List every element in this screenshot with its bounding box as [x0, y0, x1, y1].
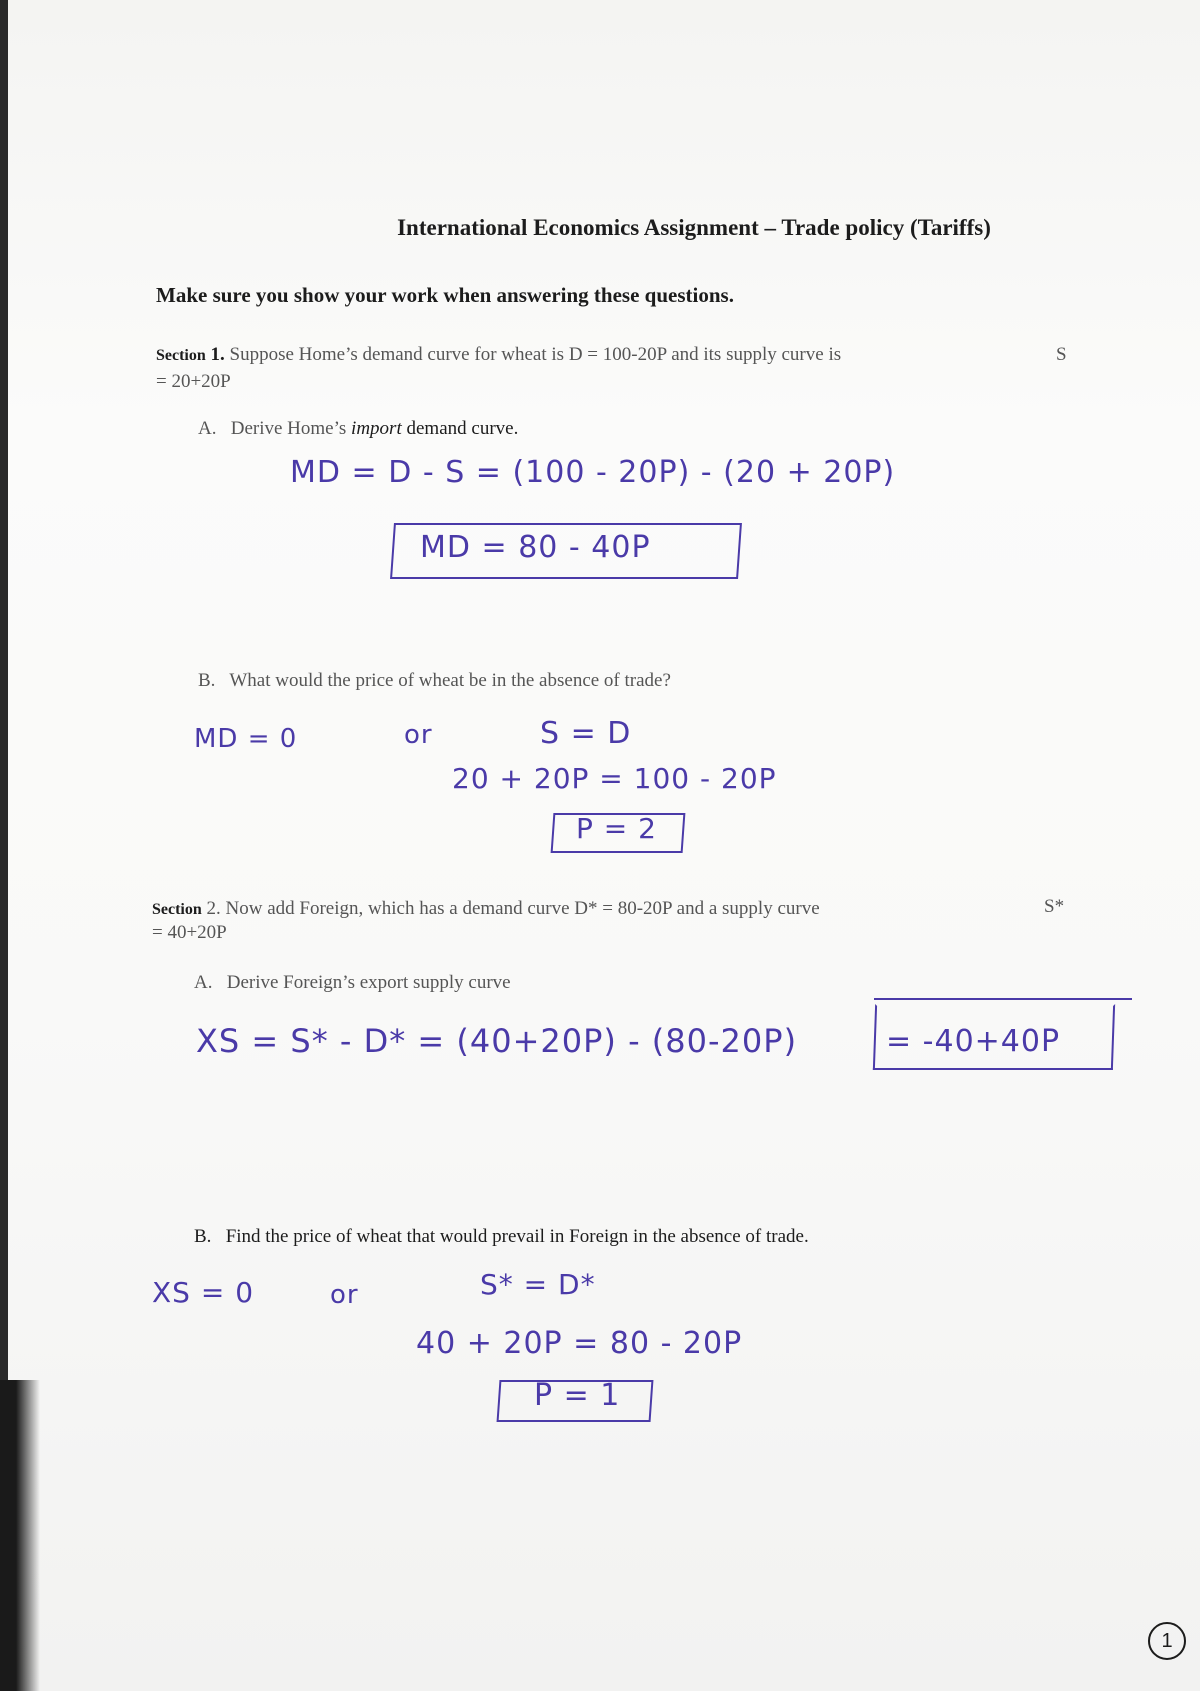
s2-partA-letter: A. — [194, 972, 213, 993]
section2-partA-work: XS = S* - D* = (40+20P) - (80-20P) — [196, 1022, 798, 1060]
section1-partA-answer: MD = 80 - 40P — [420, 530, 651, 565]
worksheet-page — [8, 0, 1200, 1691]
section2-line2: = 40+20P — [152, 922, 227, 943]
section2-partB-or: or — [330, 1280, 359, 1310]
section1-partB-or: or — [404, 720, 433, 750]
section2-number: 2. — [206, 898, 221, 919]
section1-line2: = 20+20P — [156, 371, 231, 392]
s2-partA-prompt: Derive Foreign’s export supply curve — [226, 972, 511, 993]
section2-partA-answer: = -40+40P — [886, 1024, 1061, 1059]
instruction-text: Make sure you show your work when answering these questions. — [156, 283, 734, 307]
section1-line1 — [156, 344, 841, 366]
section2-side-letter: S* — [1044, 896, 1065, 917]
section1-partA-prompt — [198, 418, 518, 440]
section2-partB-work-right: S* = D* — [480, 1268, 596, 1301]
partA-prompt-em: import — [351, 418, 402, 439]
section2-text: Now add Foreign, which has a demand curve D* = 80-20P and a supply curve — [225, 898, 820, 919]
section2-partB-work-line2: 40 + 20P = 80 - 20P — [416, 1326, 743, 1361]
section2-partB-answer: P = 1 — [534, 1378, 621, 1413]
section1-partA-work: MD = D - S = (100 - 20P) - (20 + 20P) — [290, 455, 896, 490]
section1-partB-work-line2: 20 + 20P = 100 - 20P — [452, 762, 777, 795]
section1-number: 1. — [210, 344, 225, 365]
section2-partA-prompt — [194, 972, 511, 994]
section2-label: Section — [152, 901, 202, 918]
partA-letter: A. — [198, 418, 217, 439]
partA-prompt-pre: Derive Home’s — [230, 418, 352, 439]
s2-partB-prompt: Find the price of wheat that would prevail in Foreign in the absence of trade. — [225, 1226, 809, 1247]
page-title: International Economics Assignment – Trade policy (Tariffs) — [397, 215, 991, 240]
s2-partB-letter: B. — [194, 1226, 212, 1247]
photo-shadow-edge — [0, 1380, 40, 1691]
section1-partB-work-right: S = D — [540, 716, 632, 751]
page-number: 1 — [1148, 1622, 1186, 1660]
section2-line1 — [152, 898, 820, 920]
partB-letter: B. — [198, 670, 216, 691]
section2-partB-work-left: XS = 0 — [152, 1276, 255, 1309]
section1-partB-answer: P = 2 — [576, 812, 657, 845]
section1-partB-prompt — [198, 670, 671, 692]
section1-text: Suppose Home’s demand curve for wheat is D = 100-20P and its supply curve is — [229, 344, 842, 365]
partB-prompt: What would the price of wheat be in the absence of trade? — [229, 670, 671, 691]
section1-label: Section — [156, 347, 206, 364]
answer-box-2A-top — [874, 998, 1132, 1000]
section1-side-letter: S — [1056, 344, 1067, 365]
section1-partB-work-left: MD = 0 — [194, 724, 298, 754]
section2-partB-prompt — [194, 1226, 809, 1248]
partA-prompt-post: demand curve. — [401, 418, 519, 439]
